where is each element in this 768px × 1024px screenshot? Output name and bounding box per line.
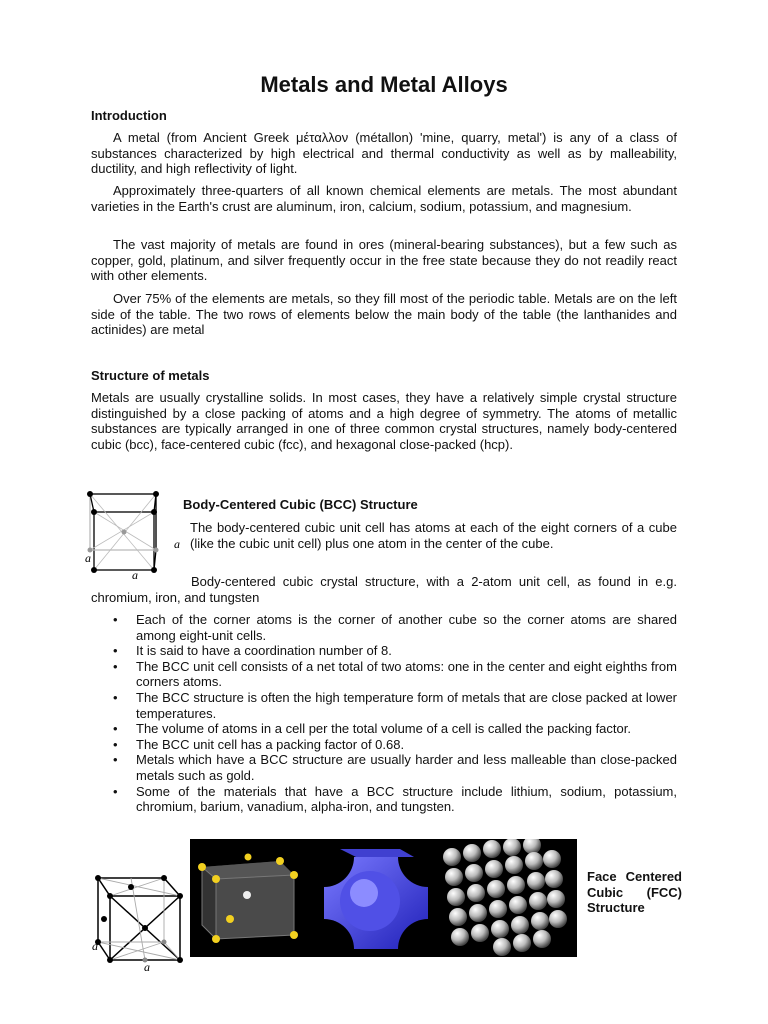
fcc-models-image	[190, 839, 577, 957]
list-item: • Metals which have a BCC structure are usually harder and less malleable than close-packed metals such as gold.	[91, 752, 677, 783]
bcc-paragraph-1: The body-centered cubic unit cell has atoms at each of the eight corners of a cube (like the cubic unit cell) plus one atom in the center of the cube.	[190, 520, 677, 551]
bcc-bottom-label: a	[132, 568, 138, 580]
list-item: • Each of the corner atoms is the corner of another cube so the corner atoms are shared among eight-unit cells.	[91, 612, 677, 643]
intro-paragraph-1: A metal (from Ancient Greek μέταλλον (métallon) 'mine, quarry, metal') is any of a class of substances characterized by high electrical and thermal conductivity as well as by malleability, ductility, and high reflectivity of light.	[91, 130, 677, 177]
intro-paragraph-3: The vast majority of metals are found in ores (mineral-bearing substances), but a few such as copper, gold, platinum, and silver frequently occur in the free state because they do not readily react with other elements.	[91, 237, 677, 284]
structure-heading: Structure of metals	[91, 368, 210, 383]
bcc-depth-label: a	[85, 551, 91, 565]
intro-heading: Introduction	[91, 108, 167, 123]
glass-cube-model	[198, 854, 298, 944]
space-filling-model	[324, 849, 428, 949]
list-item: • The BCC unit cell consists of a net total of two atoms: one in the center and eight eighths from corners atoms.	[91, 659, 677, 690]
structure-paragraph: Metals are usually crystalline solids. In most cases, they have a relatively simple crystal structure distinguished by a close packing of atoms and a high degree of symmetry. The atoms of metallic substances are typically arranged in one of three common crystal structures, namely body-centered cubic (bcc), face-centered cubic (fcc), and hexagonal close-packed (hcp).	[91, 390, 677, 452]
list-item: • The BCC structure is often the high temperature form of metals that are close packed at lower temperatures.	[91, 690, 677, 721]
page-title: Metals and Metal Alloys	[260, 72, 508, 97]
bcc-unit-cell-figure	[84, 488, 184, 580]
list-item: • It is said to have a coordination number of 8.	[91, 643, 677, 659]
list-item: • The volume of atoms in a cell per the total volume of a cell is called the packing factor.	[91, 721, 677, 737]
fcc-bottom-label: a	[144, 960, 150, 974]
fcc-depth-label: a	[92, 939, 98, 953]
intro-paragraph-4: Over 75% of the elements are metals, so they fill most of the periodic table. Metals are on the left side of the table. The two rows of elements below the main body of the table (the lanthanides and actinides) are metal	[91, 291, 677, 338]
intro-paragraph-2: Approximately three-quarters of all known chemical elements are metals. The most abundant varieties in the Earth's crust are aluminum, iron, calcium, sodium, potassium, and magnesium.	[91, 183, 677, 214]
bcc-heading: Body-Centered Cubic (BCC) Structure	[183, 497, 418, 512]
bcc-bullet-list	[91, 612, 677, 815]
bcc-paragraph-2: Body-centered cubic crystal structure, with a 2-atom unit cell, as found in e.g. chromium, iron, and tungsten	[91, 574, 677, 605]
list-item: • Some of the materials that have a BCC structure include lithium, sodium, potassium, chromium, barium, vanadium, alpha-iron, and tungsten.	[91, 784, 677, 815]
fcc-unit-cell-figure	[88, 868, 192, 974]
fcc-structure-label: Face Centered Cubic (FCC) Structure	[587, 869, 682, 916]
bcc-side-label: a	[174, 537, 180, 551]
list-item: • The BCC unit cell has a packing factor of 0.68.	[91, 737, 677, 753]
